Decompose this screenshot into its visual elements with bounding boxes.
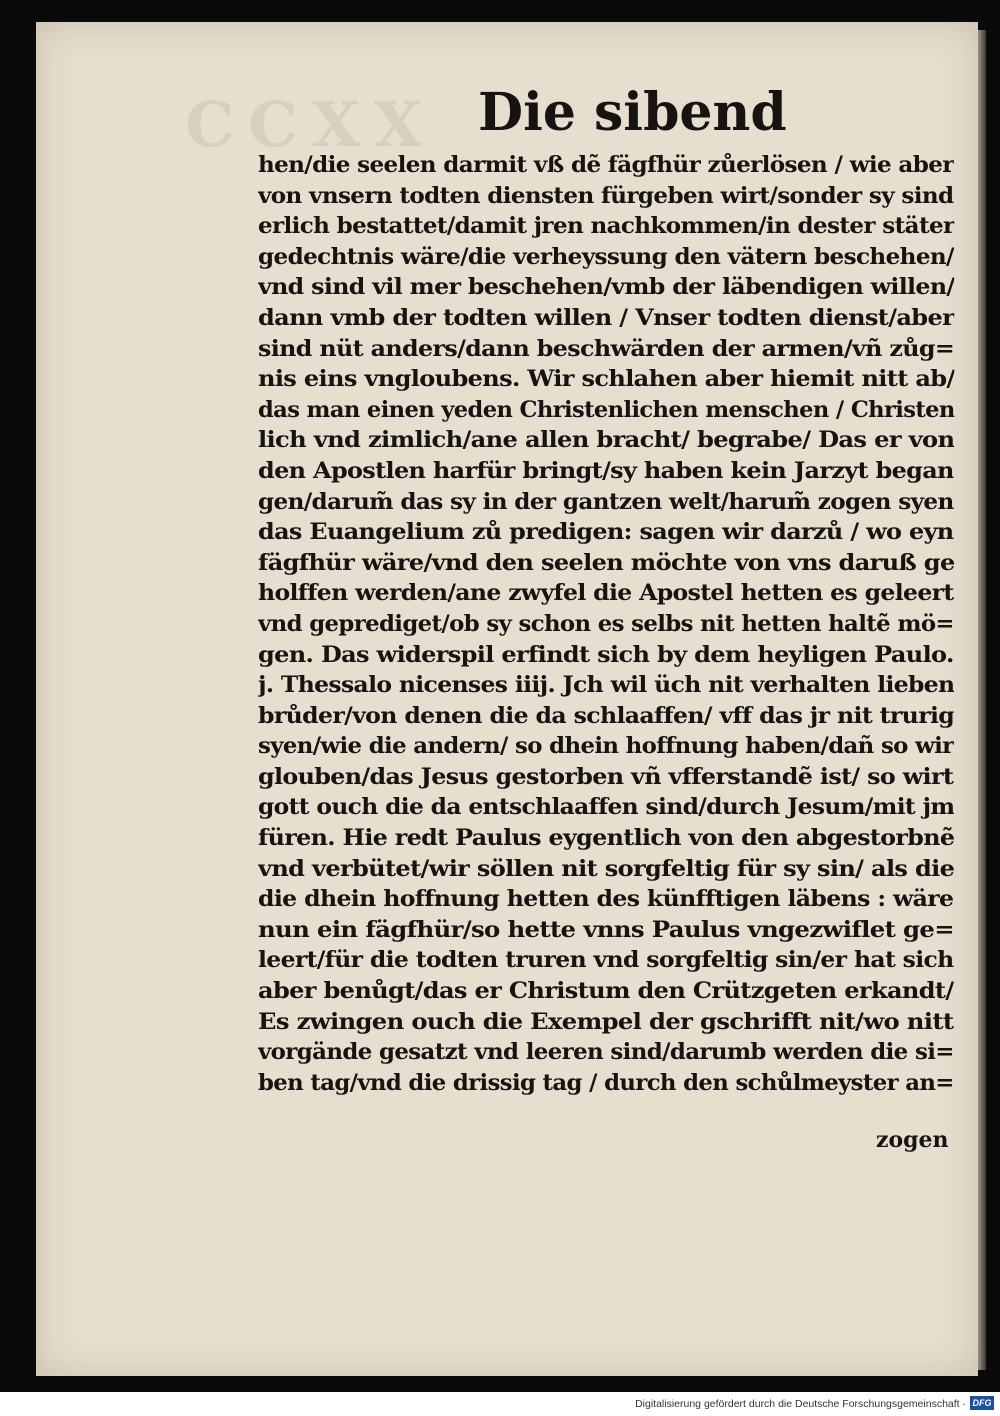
page-edge bbox=[978, 30, 986, 1370]
text-line: syen/wie die andern/ so dhein hoffnung haben/dañ so wir bbox=[258, 733, 954, 760]
text-line: nis eins vngloubens. Wir schlahen aber hiemit nitt ab/ bbox=[258, 366, 955, 393]
text-line: hen/die seelen darmit vß dẽ fägfhür zůerlösen / wie aber bbox=[258, 152, 954, 178]
text-line: gedechtnis wäre/die verheyssung den vätern beschehen/ bbox=[258, 243, 954, 270]
text-line: fägfhür wäre/vnd den seelen möchte von vns daruß ge bbox=[258, 549, 955, 576]
running-heading: Die sibend bbox=[478, 82, 787, 143]
text-line: glouben/das Jesus gestorben vñ vfferstandẽ ist/ so wirt bbox=[258, 763, 954, 790]
dfg-logo: DFG bbox=[970, 1396, 994, 1410]
text-line: von vnsern todten diensten fürgeben wirt/sonder sy sind bbox=[258, 182, 954, 209]
text-line: aber benůgt/das er Christum den Crützgeten erkandt/ bbox=[258, 978, 954, 1005]
footer-bar bbox=[0, 1392, 1000, 1416]
bleed-through-text: CCXX bbox=[185, 88, 436, 161]
text-line: j. Thessalo nicenses iiij. Jch wil üch nit verhalten lieben bbox=[258, 672, 955, 699]
text-line: dann vmb der todten willen / Vnser todten dienst/aber bbox=[258, 304, 955, 331]
text-line: gott ouch die da entschlaaffen sind/durch Jesum/mit jm bbox=[258, 794, 955, 821]
text-line: erlich bestattet/damit jren nachkommen/in dester stäter bbox=[258, 213, 955, 240]
text-line: gen/darum̃ das sy in der gantzen welt/harum̃ zogen syen bbox=[258, 488, 954, 515]
text-line: den Apostlen harfür bringt/sy haben kein Jarzyt began bbox=[258, 457, 954, 484]
text-line: holffen werden/ane zwyfel die Apostel hetten es geleert bbox=[258, 580, 954, 607]
text-line: vnd geprediget/ob sy schon es selbs nit hetten haltẽ mö= bbox=[258, 610, 954, 637]
catchword: zogen bbox=[876, 1127, 949, 1153]
text-line: das Euangelium zů predigen: sagen wir darzů / wo eyn bbox=[258, 519, 954, 546]
text-line: gen. Das widerspil erfindt sich by dem heyligen Paulo. bbox=[258, 641, 954, 668]
text-line: sind nüt anders/dann beschwärden der armen/vñ zůg= bbox=[258, 335, 955, 362]
text-line: vorgände gesatzt vnd leeren sind/darumb werden die si= bbox=[258, 1039, 954, 1066]
text-line: das man einen yeden Christenlichen menschen / Christen bbox=[258, 396, 955, 423]
text-line: Es zwingen ouch die Exempel der gschrifft nit/wo nitt bbox=[258, 1008, 954, 1035]
text-line: leert/für die todten truren vnd sorgfeltig sin/er hat sich bbox=[258, 947, 954, 974]
text-line: vnd verbütet/wir söllen nit sorgfeltig für sy sin/ als die bbox=[258, 855, 955, 882]
funding-credit: Digitalisierung gefördert durch die Deutsche Forschungsgemeinschaft · bbox=[635, 1398, 966, 1410]
text-line: brůder/von denen die da schlaaffen/ vff das jr nit trurig bbox=[258, 702, 954, 729]
text-line: ben tag/vnd die drissig tag / durch den schůlmeyster an= bbox=[258, 1069, 954, 1096]
body-text bbox=[258, 150, 958, 1098]
text-line: nun ein fägfhür/so hette vnns Paulus vngezwiflet ge= bbox=[258, 916, 954, 943]
text-line: füren. Hie redt Paulus eygentlich von den abgestorbnẽ bbox=[258, 825, 955, 852]
text-line: lich vnd zimlich/ane allen bracht/ begrabe/ Das er von bbox=[258, 427, 955, 454]
text-line: die dhein hoffnung hetten des künfftigen läbens : wäre bbox=[258, 886, 954, 913]
text-line: vnd sind vil mer beschehen/vmb der läbendigen willen/ bbox=[258, 274, 955, 301]
